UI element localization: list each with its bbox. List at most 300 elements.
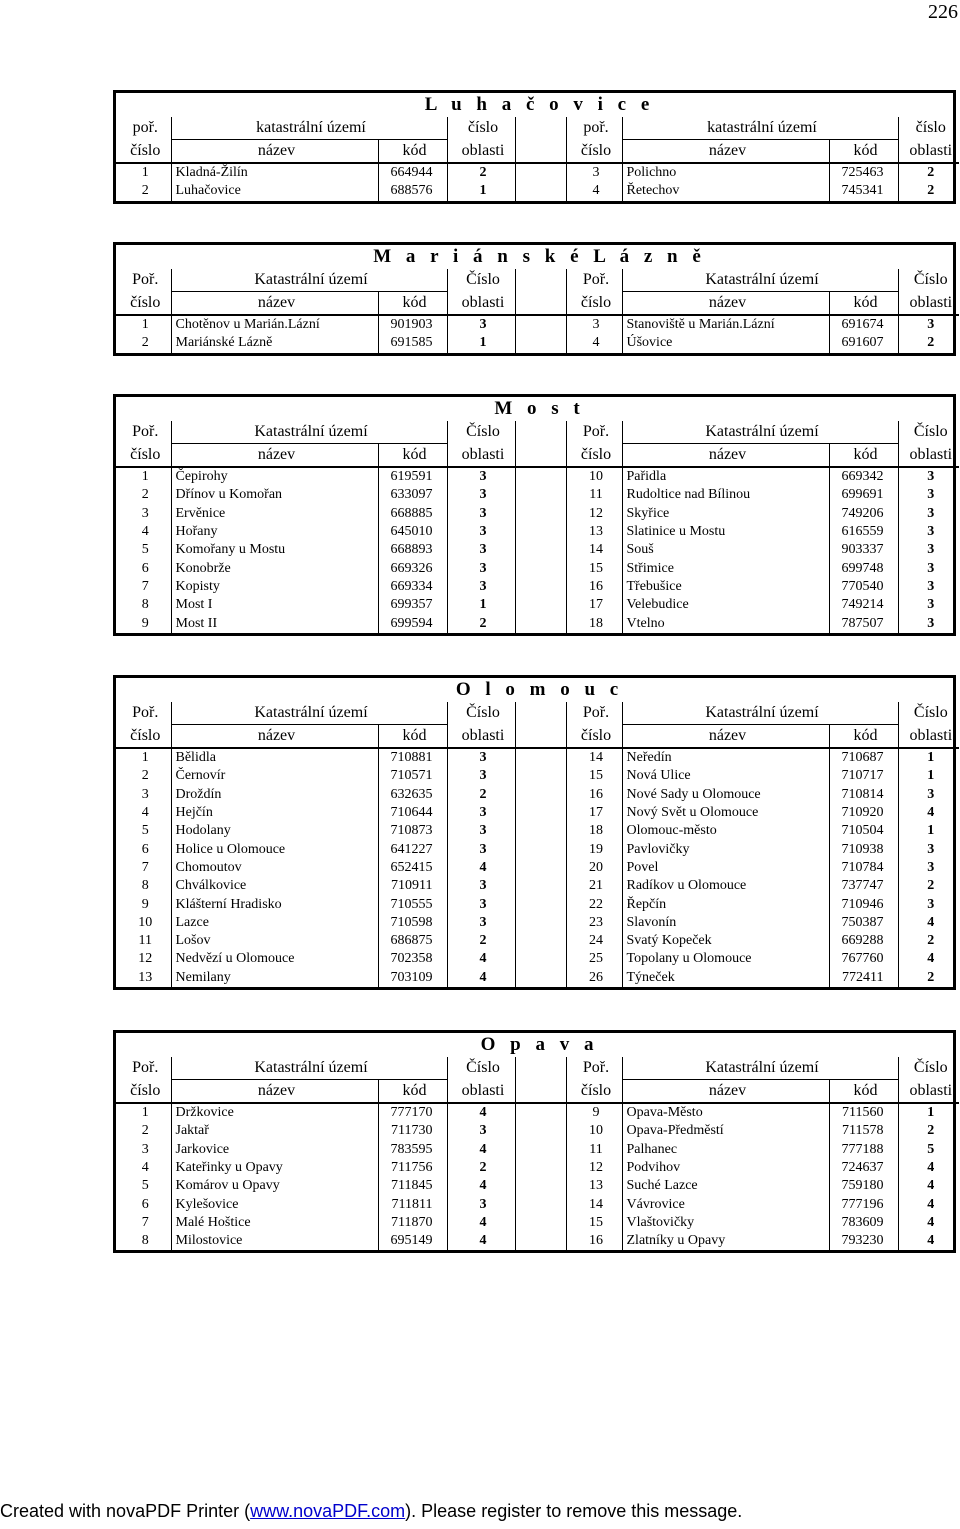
table-row	[116, 1232, 959, 1250]
header-cislo-row: číslo	[130, 726, 161, 744]
area-number: 2	[898, 969, 959, 987]
territory-code: 770540	[829, 578, 898, 596]
territory-code: 686875	[378, 932, 447, 950]
table-row	[116, 182, 959, 200]
table-row	[116, 1159, 959, 1177]
row-index: 11	[138, 933, 152, 949]
territory-name: Kopisty	[171, 578, 378, 596]
row-index: 3	[141, 505, 149, 521]
area-number: 4	[898, 1159, 959, 1177]
row-index: 10	[589, 1123, 603, 1139]
territory-name: Pavlovičky	[622, 840, 829, 858]
territory-code: 695149	[378, 1232, 447, 1250]
territory-code: 737747	[829, 877, 898, 895]
territory-code: 777196	[829, 1195, 898, 1213]
section-title: L u h a č o v i c e	[424, 94, 655, 115]
territory-name: Čepirohy	[171, 467, 378, 486]
header-cislo: Číslo	[898, 1057, 959, 1080]
territory-code: 669334	[378, 578, 447, 596]
territory-name: Holice u Olomouce	[171, 840, 378, 858]
territory-code: 664944	[378, 163, 447, 182]
territory-name: Střimice	[622, 559, 829, 577]
section-table	[113, 242, 956, 356]
territory-name: Vtelno	[622, 614, 829, 632]
area-number: 3	[898, 840, 959, 858]
territory-name: Droždín	[171, 786, 378, 804]
header-nazev: název	[171, 1080, 378, 1104]
area-number: 2	[898, 877, 959, 895]
table-row	[116, 932, 959, 950]
area-number: 3	[447, 1195, 515, 1213]
territory-code: 710873	[378, 822, 447, 840]
area-number: 3	[898, 614, 959, 632]
row-index: 12	[589, 505, 603, 521]
territory-name: Jarkovice	[171, 1141, 378, 1159]
header-katastralni-uzemi: katastrální území	[622, 117, 898, 140]
territory-name: Velebudice	[622, 596, 829, 614]
header-nazev: název	[622, 140, 829, 164]
territory-code: 699691	[829, 486, 898, 504]
territory-code: 619591	[378, 467, 447, 486]
header-nazev: název	[171, 140, 378, 164]
territory-code: 725463	[829, 163, 898, 182]
table-row	[116, 163, 959, 182]
area-number: 4	[898, 1232, 959, 1250]
territory-name: Podvihov	[622, 1159, 829, 1177]
table-row	[116, 822, 959, 840]
area-number: 1	[898, 767, 959, 785]
row-index: 4	[592, 183, 600, 199]
area-number: 4	[447, 1141, 515, 1159]
table-row	[116, 1177, 959, 1195]
row-index: 14	[589, 1196, 603, 1212]
header-por: Poř.	[132, 271, 159, 289]
territory-name: Palhanec	[622, 1141, 829, 1159]
row-index: 5	[141, 823, 149, 839]
territory-name: Slatinice u Mostu	[622, 523, 829, 541]
territory-code: 691585	[378, 334, 447, 352]
table-row	[116, 315, 959, 334]
header-cislo-row: číslo	[130, 1081, 161, 1099]
territory-name: Neředín	[622, 748, 829, 767]
territory-code: 767760	[829, 950, 898, 968]
territory-name: Nové Sady u Olomouce	[622, 786, 829, 804]
header-cislo-row: číslo	[130, 141, 161, 159]
header-katastralni-uzemi: Katastrální území	[171, 269, 447, 292]
territory-name: Stanoviště u Marián.Lázní	[622, 315, 829, 334]
header-kod: kód	[378, 140, 447, 164]
table-row	[116, 950, 959, 968]
header-katastralni-uzemi: Katastrální území	[171, 1057, 447, 1080]
area-number: 3	[898, 895, 959, 913]
header-katastralni-uzemi: katastrální území	[171, 117, 447, 140]
header-oblasti: oblasti	[447, 1080, 515, 1104]
row-index: 8	[141, 597, 149, 613]
territory-name: Třebušice	[622, 578, 829, 596]
header-cislo: Číslo	[447, 702, 515, 725]
territory-name: Hořany	[171, 523, 378, 541]
territory-name: Luhačovice	[171, 182, 378, 200]
territory-name: Mariánské Lázně	[171, 334, 378, 352]
territory-code: 669342	[829, 467, 898, 486]
territory-name: Ervěnice	[171, 505, 378, 523]
row-index: 14	[589, 750, 603, 766]
area-number: 2	[898, 1122, 959, 1140]
area-number: 2	[898, 334, 959, 352]
area-number: 4	[447, 969, 515, 987]
territory-code: 783595	[378, 1141, 447, 1159]
row-index: 6	[141, 1196, 149, 1212]
table-row	[116, 486, 959, 504]
header-cislo: Číslo	[447, 1057, 515, 1080]
row-index: 8	[141, 878, 149, 894]
page-number: 226	[928, 1, 958, 23]
table-row	[116, 859, 959, 877]
header-cislo: Číslo	[898, 421, 959, 444]
row-index: 4	[141, 524, 149, 540]
area-number: 3	[898, 559, 959, 577]
area-number: 3	[898, 859, 959, 877]
header-oblasti: oblasti	[447, 725, 515, 749]
table-row	[116, 804, 959, 822]
area-number: 5	[898, 1141, 959, 1159]
row-index: 19	[589, 841, 603, 857]
row-index: 25	[589, 951, 603, 967]
header-kod: kód	[829, 1080, 898, 1104]
territory-name: Opava-Město	[622, 1103, 829, 1122]
territory-name: Nový Svět u Olomouce	[622, 804, 829, 822]
section-title: M o s t	[494, 398, 585, 419]
header-cislo-row: číslo	[580, 726, 612, 744]
header-por: Poř.	[582, 1059, 610, 1077]
header-por: poř.	[132, 119, 158, 137]
header-katastralni-uzemi: Katastrální území	[622, 1057, 898, 1080]
footer-link[interactable]: www.novaPDF.com	[250, 1501, 406, 1521]
territory-code: 759180	[829, 1177, 898, 1195]
section-table	[113, 394, 956, 636]
header-oblasti: oblasti	[898, 444, 959, 468]
cadastral-table	[116, 93, 959, 201]
territory-code: 668893	[378, 541, 447, 559]
table-row	[116, 596, 959, 614]
header-kod: kód	[378, 725, 447, 749]
row-index: 15	[589, 768, 603, 784]
territory-name: Kylešovice	[171, 1195, 378, 1213]
territory-name: Most I	[171, 596, 378, 614]
row-index: 15	[589, 560, 603, 576]
header-por: Poř.	[132, 1059, 159, 1077]
header-cislo: číslo	[447, 117, 515, 140]
header-kod: kód	[829, 444, 898, 468]
area-number: 2	[898, 182, 959, 200]
area-number: 3	[447, 315, 515, 334]
table-row	[116, 840, 959, 858]
row-index: 17	[589, 805, 603, 821]
area-number: 4	[447, 859, 515, 877]
territory-code: 710946	[829, 895, 898, 913]
territory-code: 645010	[378, 523, 447, 541]
territory-code: 691674	[829, 315, 898, 334]
section-table	[113, 675, 956, 990]
territory-name: Suché Lazce	[622, 1177, 829, 1195]
territory-code: 703109	[378, 969, 447, 987]
territory-name: Hodolany	[171, 822, 378, 840]
territory-name: Radíkov u Olomouce	[622, 877, 829, 895]
header-nazev: název	[171, 444, 378, 468]
row-index: 13	[138, 969, 153, 985]
area-number: 3	[898, 541, 959, 559]
territory-code: 616559	[829, 523, 898, 541]
territory-name: Olomouc-město	[622, 822, 829, 840]
territory-code: 772411	[829, 969, 898, 987]
area-number: 3	[447, 840, 515, 858]
header-oblasti: oblasti	[447, 140, 515, 164]
cadastral-table	[116, 1033, 959, 1250]
territory-code: 711560	[829, 1103, 898, 1122]
territory-name: Týneček	[622, 969, 829, 987]
area-number: 3	[447, 486, 515, 504]
area-number: 4	[898, 950, 959, 968]
table-row	[116, 786, 959, 804]
header-cislo-row: číslo	[580, 1081, 612, 1099]
territory-name: Řetechov	[622, 182, 829, 200]
table-row	[116, 467, 959, 486]
territory-name: Kladná-Žilín	[171, 163, 378, 182]
territory-name: Hejčín	[171, 804, 378, 822]
territory-name: Vlaštovičky	[622, 1214, 829, 1232]
table-row	[116, 877, 959, 895]
area-number: 2	[898, 163, 959, 182]
header-oblasti: oblasti	[898, 292, 959, 316]
header-cislo-row: číslo	[580, 293, 612, 311]
territory-code: 699748	[829, 559, 898, 577]
header-nazev: název	[622, 292, 829, 316]
row-index: 10	[589, 469, 603, 485]
area-number: 3	[898, 596, 959, 614]
territory-code: 749206	[829, 505, 898, 523]
territory-code: 710814	[829, 786, 898, 804]
header-nazev: název	[622, 444, 829, 468]
territory-name: Chotěnov u Marián.Lázní	[171, 315, 378, 334]
territory-code: 699357	[378, 596, 447, 614]
area-number: 3	[447, 559, 515, 577]
header-por: Poř.	[132, 423, 159, 441]
area-number: 4	[447, 1214, 515, 1232]
territory-code: 750387	[829, 914, 898, 932]
area-number: 4	[447, 1232, 515, 1250]
territory-code: 711811	[378, 1195, 447, 1213]
row-index: 1	[141, 165, 149, 181]
territory-name: Řepčín	[622, 895, 829, 913]
header-por: Poř.	[132, 704, 159, 722]
header-cislo: Číslo	[447, 421, 515, 444]
row-index: 9	[141, 896, 149, 912]
row-index: 23	[589, 914, 603, 930]
territory-code: 669288	[829, 932, 898, 950]
row-index: 1	[141, 469, 149, 485]
row-index: 6	[141, 841, 149, 857]
header-oblasti: oblasti	[898, 725, 959, 749]
table-row	[116, 1214, 959, 1232]
area-number: 4	[447, 1103, 515, 1122]
area-number: 4	[898, 1177, 959, 1195]
territory-name: Nemilany	[171, 969, 378, 987]
area-number: 4	[447, 950, 515, 968]
territory-name: Klášterní Hradisko	[171, 895, 378, 913]
territory-code: 745341	[829, 182, 898, 200]
territory-code: 787507	[829, 614, 898, 632]
territory-name: Svatý Kopeček	[622, 932, 829, 950]
territory-code: 710571	[378, 767, 447, 785]
header-nazev: název	[622, 1080, 829, 1104]
territory-code: 783609	[829, 1214, 898, 1232]
section-table	[113, 90, 956, 204]
territory-name: Opava-Předměstí	[622, 1122, 829, 1140]
header-cislo: Číslo	[447, 269, 515, 292]
header-katastralni-uzemi: Katastrální území	[622, 269, 898, 292]
row-index: 9	[592, 1105, 600, 1121]
row-index: 2	[141, 183, 149, 199]
area-number: 4	[898, 804, 959, 822]
territory-name: Vávrovice	[622, 1195, 829, 1213]
territory-code: 711845	[378, 1177, 447, 1195]
header-oblasti: oblasti	[447, 292, 515, 316]
row-index: 3	[592, 317, 600, 333]
row-index: 7	[141, 1214, 149, 1230]
table-row	[116, 1122, 959, 1140]
table-row	[116, 541, 959, 559]
table-row	[116, 895, 959, 913]
territory-name: Nová Ulice	[622, 767, 829, 785]
row-index: 10	[138, 914, 153, 930]
row-index: 1	[141, 317, 149, 333]
row-index: 13	[589, 1178, 603, 1194]
row-index: 1	[141, 1105, 149, 1121]
area-number: 2	[447, 614, 515, 632]
territory-code: 710644	[378, 804, 447, 822]
header-nazev: název	[171, 292, 378, 316]
header-cislo: Číslo	[898, 269, 959, 292]
footer-text-pre: Created with novaPDF Printer (	[0, 1501, 251, 1521]
territory-code: 688576	[378, 182, 447, 200]
territory-name: Povel	[622, 859, 829, 877]
header-por: Poř.	[582, 704, 610, 722]
header-por: Poř.	[582, 271, 610, 289]
table-row	[116, 767, 959, 785]
area-number: 3	[898, 467, 959, 486]
footer-text-post: ). Please register to remove this message.	[405, 1501, 743, 1521]
territory-code: 710555	[378, 895, 447, 913]
territory-name: Rudoltice nad Bílinou	[622, 486, 829, 504]
row-index: 16	[589, 578, 603, 594]
table-row	[116, 578, 959, 596]
territory-code: 711730	[378, 1122, 447, 1140]
row-index: 2	[141, 1123, 149, 1139]
area-number: 4	[898, 1195, 959, 1213]
header-katastralni-uzemi: Katastrální území	[171, 702, 447, 725]
table-row	[116, 334, 959, 352]
area-number: 3	[447, 748, 515, 767]
header-oblasti: oblasti	[898, 1080, 959, 1104]
row-index: 5	[141, 542, 149, 558]
area-number: 3	[447, 914, 515, 932]
territory-name: Pařidla	[622, 467, 829, 486]
table-row	[116, 748, 959, 767]
pdf-footer	[0, 1500, 960, 1522]
territory-code: 633097	[378, 486, 447, 504]
territory-name: Jaktař	[171, 1122, 378, 1140]
area-number: 1	[447, 334, 515, 352]
territory-name: Dřínov u Komořan	[171, 486, 378, 504]
row-index: 8	[141, 1233, 149, 1249]
area-number: 3	[447, 767, 515, 785]
territory-name: Chválkovice	[171, 877, 378, 895]
area-number: 1	[447, 182, 515, 200]
area-number: 4	[898, 1214, 959, 1232]
territory-name: Černovír	[171, 767, 378, 785]
territory-name: Souš	[622, 541, 829, 559]
header-nazev: název	[622, 725, 829, 749]
area-number: 4	[447, 1177, 515, 1195]
area-number: 3	[898, 486, 959, 504]
area-number: 3	[447, 467, 515, 486]
section-title: O l o m o u c	[455, 679, 624, 700]
territory-name: Kateřinky u Opavy	[171, 1159, 378, 1177]
territory-name: Milostovice	[171, 1232, 378, 1250]
area-number: 1	[898, 1103, 959, 1122]
table-row	[116, 1103, 959, 1122]
header-kod: kód	[378, 1080, 447, 1104]
header-nazev: název	[171, 725, 378, 749]
row-index: 12	[138, 951, 153, 967]
area-number: 3	[447, 505, 515, 523]
territory-code: 641227	[378, 840, 447, 858]
territory-name: Zlatníky u Opavy	[622, 1232, 829, 1250]
row-index: 7	[141, 578, 149, 594]
territory-code: 710920	[829, 804, 898, 822]
territory-code: 632635	[378, 786, 447, 804]
table-row	[116, 505, 959, 523]
row-index: 21	[589, 878, 603, 894]
territory-code: 710687	[829, 748, 898, 767]
row-index: 20	[589, 859, 603, 875]
territory-name: Polichno	[622, 163, 829, 182]
row-index: 2	[141, 768, 149, 784]
territory-code: 668885	[378, 505, 447, 523]
row-index: 2	[141, 335, 149, 351]
area-number: 2	[447, 1159, 515, 1177]
territory-code: 777188	[829, 1141, 898, 1159]
row-index: 5	[141, 1178, 149, 1194]
row-index: 15	[589, 1214, 603, 1230]
area-number: 3	[898, 786, 959, 804]
table-row	[116, 614, 959, 632]
header-cislo-row: číslo	[130, 445, 161, 463]
header-kod: kód	[829, 140, 898, 164]
row-index: 1	[141, 750, 149, 766]
header-por: Poř.	[582, 423, 610, 441]
territory-code: 710504	[829, 822, 898, 840]
territory-code: 793230	[829, 1232, 898, 1250]
cadastral-table	[116, 397, 959, 633]
table-row	[116, 1195, 959, 1213]
territory-name: Držkovice	[171, 1103, 378, 1122]
header-cislo-row: číslo	[130, 293, 161, 311]
territory-name: Chomoutov	[171, 859, 378, 877]
territory-name: Malé Hoštice	[171, 1214, 378, 1232]
territory-code: 710911	[378, 877, 447, 895]
row-index: 12	[589, 1160, 603, 1176]
